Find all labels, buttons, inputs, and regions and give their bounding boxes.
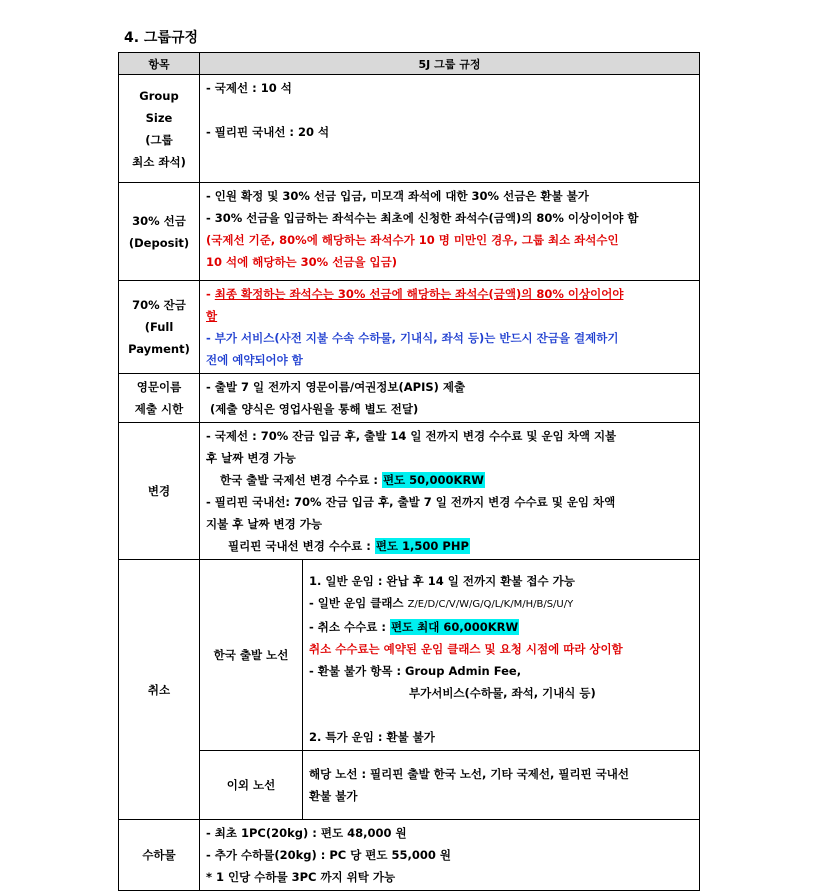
text-line: 지불 후 날짜 변경 가능 (206, 517, 322, 531)
text-line: - 부가 서비스(사전 지불 수속 수하물, 기내식, 좌석 등)는 반드시 잔금을 결제하기 (206, 331, 619, 345)
header-item: 항목 (119, 53, 200, 75)
label-line: (Deposit) (128, 235, 190, 250)
text-line: - 취소 수수료 : (309, 620, 390, 634)
text-line: - 필리핀 국내선: 70% 잔금 입금 후, 출발 7 일 전까지 변경 수수료 및 운임 차액 (206, 495, 616, 509)
text-line: - 최초 1PC(20kg) : 편도 48,000 원 (206, 826, 407, 840)
label-deposit (119, 183, 200, 281)
group-rules-table (118, 52, 700, 891)
text-line: * 1 인당 수하물 3PC 까지 위탁 가능 (206, 870, 396, 884)
text-line: - 일반 운임 클래스 (309, 596, 408, 610)
text-line: - 추가 수하물(20kg) : PC 당 편도 55,000 원 (206, 848, 452, 862)
highlight-fee: 편도 50,000KRW (382, 473, 484, 487)
label-change: 변경 (119, 423, 200, 560)
header-rules: 5J 그룹 규정 (200, 53, 700, 75)
text-line: - 국제선 : 70% 잔금 입금 후, 출발 14 일 전까지 변경 수수료 및 운임 차액 지불 (206, 429, 617, 443)
underlined-text: 함 (206, 309, 218, 323)
text-line: 취소 수수료는 예약된 운임 클래스 및 요청 시점에 따라 상이함 (309, 642, 623, 656)
text-line: 2. 특가 운임 : 환불 불가 (309, 730, 435, 744)
label-line: (그룹 (145, 132, 173, 147)
text-line: - 인원 확정 및 30% 선금 입금, 미모객 좌석에 대한 30% 선금은 환불 불가 (206, 189, 589, 203)
content-group-size (200, 75, 700, 183)
text-line: 후 날짜 변경 가능 (206, 451, 296, 465)
label-name-submit (119, 374, 200, 423)
text-line: (제출 양식은 영업사원을 통해 별도 전달) (210, 402, 419, 416)
text-line: 전에 예약되어야 함 (206, 353, 303, 367)
text-line: 환불 불가 (309, 789, 358, 803)
underlined-text: 최종 확정하는 좌석수는 30% 선금에 해당하는 좌석수(금액)의 80% 이상이어야 (214, 287, 624, 301)
text-line: - 출발 7 일 전까지 영문이름/여권정보(APIS) 제출 (206, 380, 466, 394)
label-line: Group (139, 88, 179, 103)
text-line: - 필리핀 국내선 : 20 석 (206, 125, 330, 139)
table-row-deposit (119, 183, 700, 281)
text-line: 부가서비스(수하물, 좌석, 기내식 등) (409, 686, 596, 700)
table-row-name-submit (119, 374, 700, 423)
fare-classes: Z/E/D/C/V/W/G/Q/L/K/M/H/B/S/U/Y (407, 599, 574, 610)
text-line: - 국제선 : 10 석 (206, 81, 292, 95)
text-line: 10 석에 해당하는 30% 선금을 입금) (206, 255, 398, 269)
text-line: 한국 출발 국제선 변경 수수료 : (220, 473, 382, 487)
label-line: 제출 시한 (134, 402, 184, 416)
table-row-cancel-korea (119, 560, 700, 751)
table-row-change (119, 423, 700, 560)
sub-label-korea: 한국 출발 노선 (200, 560, 303, 751)
text-line: (국제선 기준, 80%에 해당하는 좌석수가 10 명 미만인 경우, 그룹 최소 좌석수인 (206, 233, 619, 247)
content-cancel-other (303, 751, 700, 820)
text-line: 1. 일반 운임 : 완납 후 14 일 전까지 환불 접수 가능 (309, 574, 575, 588)
table-header-row (119, 53, 700, 75)
table-row-baggage (119, 820, 700, 891)
label-line: 영문이름 (136, 380, 182, 394)
text-line: 필리핀 국내선 변경 수수료 : (228, 539, 375, 553)
label-line: 70% 잔금 (132, 298, 186, 312)
label-cancel: 취소 (119, 560, 200, 820)
label-full-payment (119, 281, 200, 374)
text-prefix: - (206, 287, 215, 301)
highlight-fee: 편도 1,500 PHP (375, 539, 469, 553)
content-cancel-korea (303, 560, 700, 751)
label-baggage: 수하물 (119, 820, 200, 891)
label-line: 최소 좌석) (132, 154, 186, 169)
label-line: Payment) (128, 342, 190, 356)
label-line: Size (145, 110, 173, 125)
section-title: 4. 그룹규정 (124, 30, 199, 46)
content-name-submit (200, 374, 700, 423)
table-row-full-payment (119, 281, 700, 374)
highlight-fee: 편도 최대 60,000KRW (390, 620, 519, 634)
sub-label-other: 이외 노선 (200, 751, 303, 820)
content-baggage (200, 820, 700, 891)
text-line: - 환불 불가 항목 : Group Admin Fee, (309, 664, 522, 678)
label-group-size (119, 75, 200, 183)
text-line: - 30% 선금을 입금하는 좌석수는 최초에 신청한 좌석수(금액)의 80% 이상이어야 함 (206, 211, 639, 225)
table-row-group-size (119, 75, 700, 183)
content-full-payment (200, 281, 700, 374)
text-line: 해당 노선 : 필리핀 출발 한국 노선, 기타 국제선, 필리핀 국내선 (309, 767, 629, 781)
content-change (200, 423, 700, 560)
table-row-cancel-other (119, 751, 700, 820)
label-line: (Full (144, 320, 174, 334)
label-line: 30% 선금 (132, 213, 186, 228)
content-deposit (200, 183, 700, 281)
